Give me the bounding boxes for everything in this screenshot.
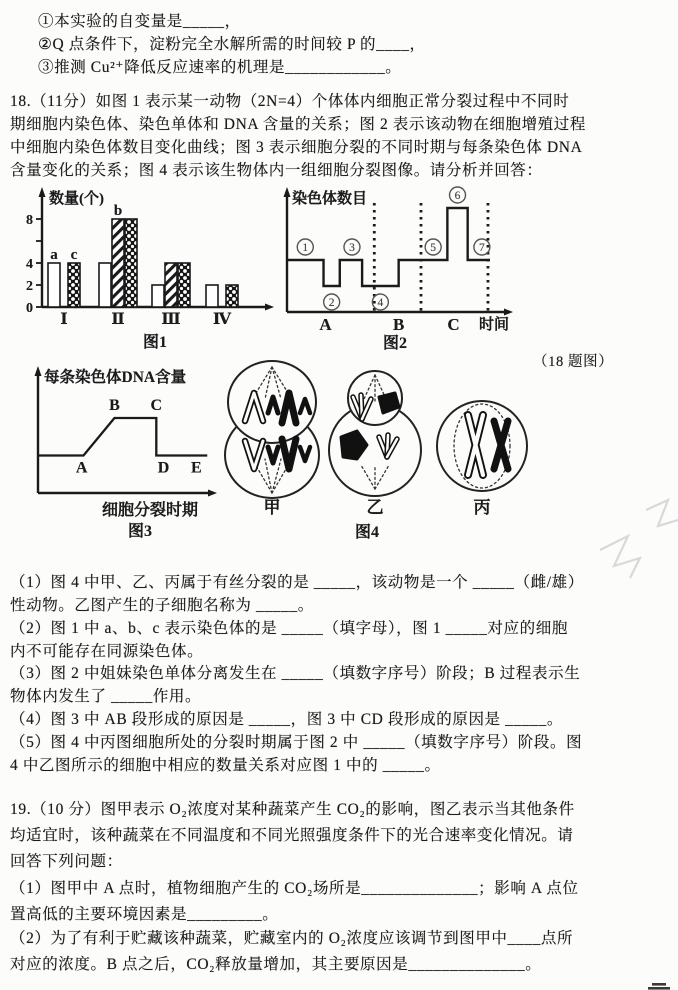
point-label: C [150, 397, 163, 414]
y-axis-arrow [39, 187, 46, 197]
bar-a [206, 285, 218, 307]
fig1-generated-content [26, 203, 238, 328]
q18-sub-line: 内不可能存在同源染色体。 [10, 643, 204, 660]
fig2-caption: 图2 [383, 335, 408, 352]
point-label: A [75, 459, 88, 477]
stage-marker-number: 3 [349, 242, 355, 254]
q18-sub-line: （2）图 1 中 a、b、c 表示染色体的是 _____（填字母），图 1 _____对应的细胞 [10, 620, 568, 637]
figure4-cell-diagrams [225, 355, 532, 547]
point-label: E [191, 459, 202, 477]
y-tick-label: 0 [26, 301, 33, 316]
y-axis-arrow [35, 366, 42, 376]
stage-marker-number: 4 [377, 297, 384, 309]
question-line: ③推测 Cu²⁺降低反应速率的机理是____________。 [38, 59, 402, 76]
category-label: Ⅲ [161, 311, 181, 328]
category-label: Ⅳ [212, 311, 232, 328]
x-axis-arrow [504, 309, 513, 316]
scan-watermark [590, 498, 678, 608]
cell-diagram-yi [329, 371, 421, 496]
q18-sub-line: （3）图 2 中姐妹染色单体分离发生在 _____（填数字序号）阶段；B 过程表示生 [10, 665, 581, 682]
cell-diagram-bing [437, 401, 527, 491]
q19-line: （1）图甲中 A 点时，植物细胞产生的 CO₂场所是______________；影响 A 点位 [10, 880, 579, 897]
q18-sub-line: （4）图 3 中 AB 段形成的原因是 _____，图 3 中 CD 段形成的原因是 _____。 [10, 711, 563, 728]
y-axis-arrow [284, 187, 291, 197]
fig3-generated-content [38, 397, 207, 477]
bar-c [125, 219, 137, 307]
section-label: C [447, 315, 460, 334]
cell-diagram-jia [225, 361, 319, 498]
bar-label: b [113, 203, 123, 219]
fig3-x-axis-title: 细胞分裂时期 [102, 502, 199, 519]
bar-c [68, 263, 80, 307]
q19-line: 回答下列问题： [10, 853, 123, 870]
q19-line: 置高低的主要环境因素是_________。 [10, 906, 279, 923]
cell-label-bing: 丙 [473, 498, 491, 517]
bar-b [112, 219, 124, 307]
section-label: A [319, 315, 332, 334]
y-tick-label: 8 [26, 213, 33, 228]
point-label: D [157, 459, 170, 477]
figure-side-note: （18 题图） [533, 354, 614, 370]
bar-a [48, 263, 60, 307]
question-line: ①本实验的自变量是_____， [38, 13, 241, 30]
stage-marker-number: 6 [454, 190, 461, 202]
bar-c [178, 263, 190, 307]
y-tick-label: 4 [26, 257, 33, 272]
q18-sub-line: 4 中乙图所示的细胞中相应的数量关系对应图 1 中的 _____。 [10, 757, 441, 774]
q18-sub-line: （5）图 4 中丙图细胞所处的分裂时期属于图 2 中 _____（填数字序号）阶段。图 [10, 734, 583, 751]
fig2-y-axis-title: 染色体数目 [292, 191, 368, 207]
q18-sub-line: 物体内发生了 _____作用。 [10, 688, 202, 705]
point-label: B [109, 397, 120, 414]
bar-a [152, 285, 164, 307]
fig1-y-axis-title: 数量(个) [49, 191, 104, 207]
bar-label: a [50, 247, 58, 263]
category-label: Ⅱ [111, 311, 125, 328]
dna-per-chromosome-line [38, 418, 207, 456]
section-label: B [392, 315, 405, 334]
x-axis-arrow [208, 490, 217, 497]
q19-line: 均适宜时，该种蔬菜在不同温度和不同光照强度条件下的光合速率变化情况。请 [10, 827, 574, 844]
q18-intro-line: 18.（11分）如图 1 表示某一动物（2N=4）个体体内细胞正常分裂过程中不同时 [10, 93, 570, 110]
fig4-caption: 图4 [355, 524, 380, 541]
cell-label-jia: 甲 [263, 498, 281, 517]
q19-line: 对应的浓度。B 点之后，CO₂释放量增加，其主要原因是______________。 [10, 956, 542, 973]
stage-marker-number: 5 [430, 242, 437, 254]
bar-label: c [70, 247, 78, 263]
fig3-y-axis-title: 每条染色体DNA含量 [44, 369, 187, 386]
q18-intro-line: 中细胞内染色体数目变化曲线；图 3 表示细胞分裂的不同时期与每条染色体 DNA [10, 139, 583, 156]
q19-line: 19.（10 分）图甲表示 O₂浓度对某种蔬菜产生 CO₂的影响，图乙表示当其他条件 [10, 801, 575, 818]
stage-marker-number: 2 [328, 297, 335, 309]
figure2-step-chart [283, 185, 520, 355]
y-tick-label: 2 [26, 279, 33, 294]
figure1-bar-chart [15, 185, 285, 355]
q18-sub-line: （1）图 4 中甲、乙、丙属于有丝分裂的是 _____，该动物是一个 _____（雌/雄） [10, 574, 584, 591]
stage-marker-number: 1 [302, 242, 309, 254]
bar-c [226, 285, 238, 307]
bar-b [165, 263, 177, 307]
x-axis-arrow [265, 304, 274, 311]
category-label: Ⅰ [60, 311, 68, 328]
question-line: ②Q 点条件下，淀粉完全水解所需的时间较 P 的____， [38, 36, 426, 53]
q18-intro-line: 含量变化的关系；图 4 表示该生物体内一组细胞分裂图像。请分析并回答： [10, 162, 543, 179]
figure3-line-chart [10, 360, 232, 545]
fig3-caption: 图3 [128, 523, 153, 540]
page-edge-artifact [640, 975, 678, 990]
cell-label-yi: 乙 [366, 498, 384, 517]
q18-sub-line: 性动物。乙图产生的子细胞名称为 _____。 [10, 597, 314, 614]
fig2-x-axis-title: 时间 [479, 317, 510, 333]
bar-a [99, 263, 111, 307]
q18-intro-line: 期细胞内染色体、染色单体和 DNA 含量的关系；图 2 表示该动物在细胞增殖过程 [10, 116, 586, 133]
chromosome-number-step-line [287, 208, 490, 286]
fig1-caption: 图1 [143, 334, 168, 351]
q19-line: （2）为了有利于贮藏该种蔬菜，贮藏室内的 O₂浓度应该调节到图甲中____点所 [10, 930, 574, 947]
stage-marker-number: 7 [479, 242, 485, 254]
